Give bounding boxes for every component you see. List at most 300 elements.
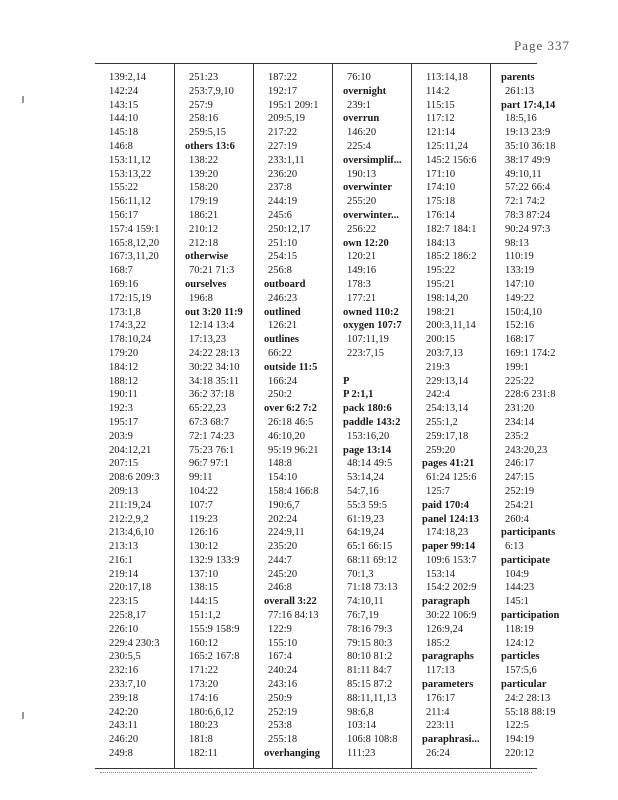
index-locator: 195:1 209:1 <box>268 99 319 111</box>
index-locator: 26:18 46:5 <box>268 416 314 428</box>
index-locator: 209:13 <box>109 485 139 497</box>
index-locator: 244:19 <box>268 196 298 208</box>
index-locator: 30:22 106:9 <box>426 610 477 622</box>
index-term: outboard <box>264 278 306 290</box>
index-locator: 98:6,8 <box>347 706 374 718</box>
index-locator: 126:9,24 <box>426 623 464 635</box>
index-locator: 76:7,19 <box>347 610 379 622</box>
index-locator: 243:20,23 <box>505 444 548 456</box>
index-locator: 85:15 87:2 <box>347 679 393 691</box>
index-locator: 24:22 28:13 <box>189 347 240 359</box>
index-locator: 243:16 <box>268 679 298 691</box>
index-locator: 19:13 23:9 <box>505 127 551 139</box>
index-locator: 174:3,22 <box>109 320 147 332</box>
index-locator: 253:7,9,10 <box>189 85 234 97</box>
index-locator: 153:13,22 <box>109 168 152 180</box>
index-locator: 55:18 88:19 <box>505 706 556 718</box>
index-locator: 175:18 <box>426 196 456 208</box>
index-locator: 144:23 <box>505 582 535 594</box>
index-locator: 125:7 <box>426 485 450 497</box>
index-locator: 169:1 174:2 <box>505 347 556 359</box>
index-locator: 174:18,23 <box>426 527 469 539</box>
index-term: page 13:14 <box>343 444 392 456</box>
index-locator: 98:13 <box>505 237 529 249</box>
index-term: paddle 143:2 <box>343 416 401 428</box>
index-locator: 155:9 158:9 <box>189 623 240 635</box>
index-term: overnight <box>343 85 387 97</box>
index-locator: 54:7,16 <box>347 485 379 497</box>
index-locator: 258:16 <box>189 113 219 125</box>
index-locator: 142:24 <box>109 85 139 97</box>
index-locator: 122:9 <box>268 623 292 635</box>
index-locator: 211:4 <box>426 706 450 718</box>
index-locator: 146:8 <box>109 140 133 152</box>
index-locator: 80:10 81:2 <box>347 651 393 663</box>
index-locator: 18:5,16 <box>505 113 537 125</box>
index-term: pages 41:21 <box>422 458 475 470</box>
index-locator: 122:5 <box>505 720 529 732</box>
index-term: over 6:2 7:2 <box>264 403 317 415</box>
index-locator: 155:10 <box>268 637 298 649</box>
index-locator: 143:15 <box>109 99 139 111</box>
index-locator: 157:4 159:1 <box>109 223 160 235</box>
index-locator: 204:12,21 <box>109 444 152 456</box>
index-locator: 192:17 <box>268 85 298 97</box>
index-locator: 253:8 <box>268 720 292 732</box>
index-locator: 68:11 69:12 <box>347 554 398 566</box>
index-locator: 239:1 <box>347 99 371 111</box>
index-locator: 198:21 <box>426 306 456 318</box>
index-locator: 110:19 <box>505 251 534 263</box>
index-locator: 223:15 <box>109 596 139 608</box>
index-column <box>95 64 174 768</box>
index-term: P 2:1,1 <box>343 389 374 401</box>
index-locator: 150:4,10 <box>505 306 543 318</box>
index-locator: 61:19,23 <box>347 513 385 525</box>
index-locator: 237:8 <box>268 182 292 194</box>
index-column <box>332 64 411 768</box>
index-locator: 117:12 <box>426 113 455 125</box>
index-locator <box>343 361 411 375</box>
index-locator: 65:1 66:15 <box>347 541 393 553</box>
index-locator: 242:4 <box>426 389 450 401</box>
index-locator: 212:2,9,2 <box>109 513 149 525</box>
index-locator: 259:20 <box>426 444 456 456</box>
index-locator: 6:13 <box>505 541 524 553</box>
index-locator: 194:19 <box>505 734 535 746</box>
index-locator: 114:2 <box>426 85 450 97</box>
index-locator: 180:6,6,12 <box>189 706 234 718</box>
index-term: participants <box>501 527 556 539</box>
index-locator: 103:14 <box>347 720 377 732</box>
index-locator: 187:22 <box>268 72 298 83</box>
index-locator: 156:11,12 <box>109 196 151 208</box>
index-term: overwinter... <box>343 209 399 221</box>
index-locator: 255:20 <box>347 196 377 208</box>
index-locator: 186:21 <box>189 209 219 221</box>
index-locator: 245:20 <box>268 568 298 580</box>
index-locator: 207:15 <box>109 458 139 470</box>
index-locator: 190:13 <box>347 168 377 180</box>
index-locator: 137:10 <box>189 568 219 580</box>
index-locator: 220:12 <box>505 748 535 760</box>
index-locator: 46:10,20 <box>268 430 306 442</box>
index-locator: 36:2 37:18 <box>189 389 235 401</box>
index-locator: 147:10 <box>505 278 535 290</box>
index-locator: 203:7,13 <box>426 347 464 359</box>
index-locator: 212:18 <box>189 237 219 249</box>
index-locator: 259:5,15 <box>189 127 227 139</box>
index-locator: 178:10,24 <box>109 334 152 346</box>
index-locator: 188:12 <box>109 375 139 387</box>
scan-speck <box>22 712 24 719</box>
index-locator: 228:6 231:8 <box>505 389 556 401</box>
index-locator: 90:24 97:3 <box>505 223 551 235</box>
index-locator: 176:17 <box>426 692 456 704</box>
index-locator: 223:7,15 <box>347 347 385 359</box>
index-locator: 225:22 <box>505 375 535 387</box>
index-locator: 234:14 <box>505 416 535 428</box>
index-term: P <box>343 375 350 387</box>
index-locator: 200:3,11,14 <box>426 320 476 332</box>
index-locator: 244:7 <box>268 554 292 566</box>
index-locator: 211:19,24 <box>109 499 151 511</box>
index-locator: 208:6 209:3 <box>109 472 160 484</box>
index-locator: 166:24 <box>268 375 298 387</box>
index-locator: 111:23 <box>347 748 376 760</box>
index-locator: 104:22 <box>189 485 219 497</box>
index-locator: 192:3 <box>109 403 133 415</box>
index-locator: 185:2 <box>426 637 450 649</box>
index-locator: 179:20 <box>109 347 139 359</box>
index-locator: 235:2 <box>505 430 529 442</box>
index-term: out 3:20 11:9 <box>185 306 243 318</box>
index-locator: 154:10 <box>268 472 298 484</box>
index-locator: 72:1 74:2 <box>505 196 545 208</box>
index-locator: 220:17,18 <box>109 582 152 594</box>
index-locator: 146:20 <box>347 127 377 139</box>
index-locator: 119:23 <box>189 513 218 525</box>
index-locator: 165:8,12,20 <box>109 237 160 249</box>
index-locator: 225:4 <box>347 140 371 152</box>
index-locator: 232:16 <box>109 665 139 677</box>
index-locator: 118:19 <box>505 623 534 635</box>
index-locator: 254:15 <box>268 251 298 263</box>
index-locator: 252:19 <box>505 485 535 497</box>
index-locator: 255:18 <box>268 734 298 746</box>
index-locator: 120:21 <box>347 251 377 263</box>
index-term: participate <box>501 554 550 566</box>
index-term: panel 124:13 <box>422 513 479 525</box>
index-locator: 75:23 76:1 <box>189 444 235 456</box>
index-locator: 240:24 <box>268 665 298 677</box>
index-locator: 96:7 97:1 <box>189 458 229 470</box>
index-locator: 156:17 <box>109 209 139 221</box>
index-locator: 121:14 <box>426 127 456 139</box>
index-locator: 48:14 49:5 <box>347 458 393 470</box>
index-locator: 139:2,14 <box>109 72 147 83</box>
index-locator: 132:9 133:9 <box>189 554 240 566</box>
index-locator: 24:2 28:13 <box>505 692 551 704</box>
index-locator: 247:15 <box>505 472 535 484</box>
index-locator: 38:17 49:9 <box>505 154 551 166</box>
index-locator: 233:1,11 <box>268 154 305 166</box>
index-locator: 76:10 <box>347 72 371 83</box>
index-locator: 243:11 <box>109 720 138 732</box>
index-locator: 165:2 167:8 <box>189 651 240 663</box>
index-locator: 246:20 <box>109 734 139 746</box>
index-locator: 55:3 59:5 <box>347 499 387 511</box>
index-locator: 167:3,11,20 <box>109 251 159 263</box>
index-locator: 185:2 186:2 <box>426 251 477 263</box>
index-locator: 252:19 <box>268 706 298 718</box>
index-locator: 130:12 <box>189 541 219 553</box>
index-term: paragraphs <box>422 651 474 663</box>
index-locator: 53:14,24 <box>347 472 385 484</box>
page-number: Page 337 <box>513 38 570 53</box>
index-locator: 79:15 80:3 <box>347 637 393 649</box>
index-locator: 203:9 <box>109 430 133 442</box>
index-term: overall 3:22 <box>264 596 317 608</box>
index-locator: 249:8 <box>109 748 133 760</box>
index-locator: 174:16 <box>189 692 219 704</box>
index-locator: 171:10 <box>426 168 456 180</box>
index-locator: 182:7 184:1 <box>426 223 477 235</box>
index-locator: 155:22 <box>109 182 139 194</box>
index-locator: 117:13 <box>426 665 455 677</box>
index-locator: 230:5,5 <box>109 651 141 663</box>
index-term: pack 180:6 <box>343 403 392 415</box>
index-term: participation <box>501 610 560 622</box>
index-term: ourselves <box>185 278 227 290</box>
index-locator: 81:11 84:7 <box>347 665 392 677</box>
index-term: paid 170:4 <box>422 499 469 511</box>
index-locator: 231:20 <box>505 403 535 415</box>
index-locator: 195:21 <box>426 278 456 290</box>
index-locator: 255:1,2 <box>426 416 458 428</box>
index-locator: 229:4 230:3 <box>109 637 160 649</box>
index-locator: 153:16,20 <box>347 430 390 442</box>
scan-speck <box>22 96 24 103</box>
index-locator: 169:16 <box>109 278 139 290</box>
index-locator: 190:6,7 <box>268 499 300 511</box>
index-locator: 260:4 <box>505 513 529 525</box>
index-locator: 138:15 <box>189 582 219 594</box>
index-locator: 148:8 <box>268 458 292 470</box>
index-locator: 168:7 <box>109 265 133 277</box>
index-locator: 254:13,14 <box>426 403 469 415</box>
index-locator: 151:1,2 <box>189 610 221 622</box>
index-locator: 261:13 <box>505 85 535 97</box>
index-locator: 251:10 <box>268 237 298 249</box>
index-locator: 78:3 87:24 <box>505 209 551 221</box>
index-locator: 242:20 <box>109 706 139 718</box>
index-term: parents <box>501 72 535 83</box>
index-locator: 172:15,19 <box>109 292 152 304</box>
index-locator: 167:4 <box>268 651 292 663</box>
index-locator: 250:12,17 <box>268 223 311 235</box>
index-locator: 158:4 166:8 <box>268 485 319 497</box>
index-locator: 77:16 84:13 <box>268 610 319 622</box>
index-locator: 171:22 <box>189 665 219 677</box>
index-locator: 246:17 <box>505 458 535 470</box>
index-locator: 104:9 <box>505 568 529 580</box>
index-locator: 57:22 66:4 <box>505 182 551 194</box>
index-locator: 202:24 <box>268 513 298 525</box>
index-locator: 152:16 <box>505 320 535 332</box>
index-locator: 26:24 <box>426 748 450 760</box>
index-locator: 74:10,11 <box>347 596 384 608</box>
index-locator: 49:10,11 <box>505 168 542 180</box>
index-locator: 145:1 <box>505 596 529 608</box>
index-locator: 126:16 <box>189 527 219 539</box>
index-locator: 250:9 <box>268 692 292 704</box>
index-locator: 65:22,23 <box>189 403 227 415</box>
index-locator: 95:19 96:21 <box>268 444 319 456</box>
index-locator: 107:11,19 <box>347 334 389 346</box>
index-locator: 66:22 <box>268 347 292 359</box>
index-locator: 257:9 <box>189 99 213 111</box>
index-locator: 149:22 <box>505 292 535 304</box>
index-locator: 67:3 68:7 <box>189 416 229 428</box>
index-term: outside 11:5 <box>264 361 318 373</box>
index-locator: 153:14 <box>426 568 456 580</box>
index-locator: 245:6 <box>268 209 292 221</box>
index-locator: 256:22 <box>347 223 377 235</box>
index-locator: 158:20 <box>189 182 219 194</box>
index-locator: 178:3 <box>347 278 371 290</box>
index-column <box>174 64 253 768</box>
index-locator: 256:8 <box>268 265 292 277</box>
index-locator: 216:1 <box>109 554 133 566</box>
index-locator: 173:1,8 <box>109 306 141 318</box>
index-locator: 209:5,19 <box>268 113 306 125</box>
index-locator: 190:11 <box>109 389 138 401</box>
index-locator: 109:6 153:7 <box>426 554 477 566</box>
index-locator: 113:14,18 <box>426 72 468 83</box>
index-term: outlined <box>264 306 301 318</box>
index-locator: 195:22 <box>426 265 456 277</box>
index-locator: 30:22 34:10 <box>189 361 240 373</box>
index-locator: 64:19,24 <box>347 527 385 539</box>
index-term: paper 99:14 <box>422 541 476 553</box>
index-locator: 177:21 <box>347 292 377 304</box>
index-locator: 72:1 74:23 <box>189 430 235 442</box>
index-locator: 153:11,12 <box>109 154 151 166</box>
index-locator: 154:2 202:9 <box>426 582 477 594</box>
index-locator: 17:13,23 <box>189 334 227 346</box>
index-term: paraphrasi... <box>422 734 480 746</box>
index-locator: 126:21 <box>268 320 298 332</box>
index-locator: 160:12 <box>189 637 219 649</box>
index-locator: 106:8 108:8 <box>347 734 398 746</box>
index-locator: 61:24 125:6 <box>426 472 477 484</box>
index-term: oxygen 107:7 <box>343 320 402 332</box>
index-locator: 227:19 <box>268 140 298 152</box>
index-locator: 124:12 <box>505 637 535 649</box>
index-term: oversimplif... <box>343 154 402 166</box>
index-locator: 144:10 <box>109 113 139 125</box>
index-locator: 219:14 <box>109 568 139 580</box>
index-locator: 139:20 <box>189 168 219 180</box>
index-term: part 17:4,14 <box>501 99 556 111</box>
index-locator: 195:17 <box>109 416 139 428</box>
index-locator: 210:12 <box>189 223 219 235</box>
index-locator: 229:13,14 <box>426 375 469 387</box>
index-locator: 213:13 <box>109 541 139 553</box>
index-locator: 144:15 <box>189 596 219 608</box>
index-term: particles <box>501 651 540 663</box>
index-term: others 13:6 <box>185 140 235 152</box>
index-locator: 70:21 71:3 <box>189 265 235 277</box>
index-locator: 217:22 <box>268 127 298 139</box>
index-locator: 168:17 <box>505 334 535 346</box>
index-locator: 107:7 <box>189 499 213 511</box>
index-locator: 246:8 <box>268 582 292 594</box>
index-locator: 157:5,6 <box>505 665 537 677</box>
index-locator: 179:19 <box>189 196 219 208</box>
index-locator: 250:2 <box>268 389 292 401</box>
index-term: overhanging <box>264 748 321 760</box>
index-locator: 184:13 <box>426 237 456 249</box>
index-locator: 35:10 36:18 <box>505 140 556 152</box>
index-locator: 173:20 <box>189 679 219 691</box>
index-locator: 78:16 79:3 <box>347 623 393 635</box>
index-locator: 251:23 <box>189 72 219 83</box>
index-locator: 226:10 <box>109 623 139 635</box>
index-locator: 12:14 13:4 <box>189 320 235 332</box>
index-locator: 88:11,11,13 <box>347 692 397 704</box>
index-locator: 224:9,11 <box>268 527 305 539</box>
index-locator: 138:22 <box>189 154 219 166</box>
index-locator: 233:7,10 <box>109 679 147 691</box>
index-locator: 181:8 <box>189 734 213 746</box>
index-locator: 223:11 <box>426 720 455 732</box>
index-locator: 133:19 <box>505 265 535 277</box>
index-term: outlines <box>264 334 300 346</box>
index-locator: 99:11 <box>189 472 213 484</box>
index-locator: 225:8,17 <box>109 610 147 622</box>
index-term: own 12:20 <box>343 237 389 249</box>
word-index-table <box>95 63 560 769</box>
footer-rule <box>100 772 532 773</box>
index-locator: 235:20 <box>268 541 298 553</box>
index-locator: 184:12 <box>109 361 139 373</box>
index-locator: 198:14,20 <box>426 292 469 304</box>
index-locator: 182:11 <box>189 748 218 760</box>
index-term: otherwise <box>185 251 229 263</box>
index-locator: 239:18 <box>109 692 139 704</box>
index-term: particular <box>501 679 547 691</box>
index-term: paragraph <box>422 596 470 608</box>
index-locator: 259:17,18 <box>426 430 469 442</box>
index-locator: 213:4,6,10 <box>109 527 154 539</box>
index-locator: 34:18 35:11 <box>189 375 240 387</box>
index-term: overwinter <box>343 182 392 194</box>
index-locator: 236:20 <box>268 168 298 180</box>
index-locator: 174:10 <box>426 182 456 194</box>
index-term: owned 110:2 <box>343 306 399 318</box>
index-locator: 149:16 <box>347 265 377 277</box>
index-locator: 176:14 <box>426 209 456 221</box>
index-locator: 196:8 <box>189 292 213 304</box>
index-column <box>490 64 560 768</box>
index-column <box>253 64 332 768</box>
index-locator: 145:2 156:6 <box>426 154 477 166</box>
index-term: overrun <box>343 113 380 125</box>
index-locator: 125:11,24 <box>426 140 468 152</box>
index-locator: 254:21 <box>505 499 535 511</box>
